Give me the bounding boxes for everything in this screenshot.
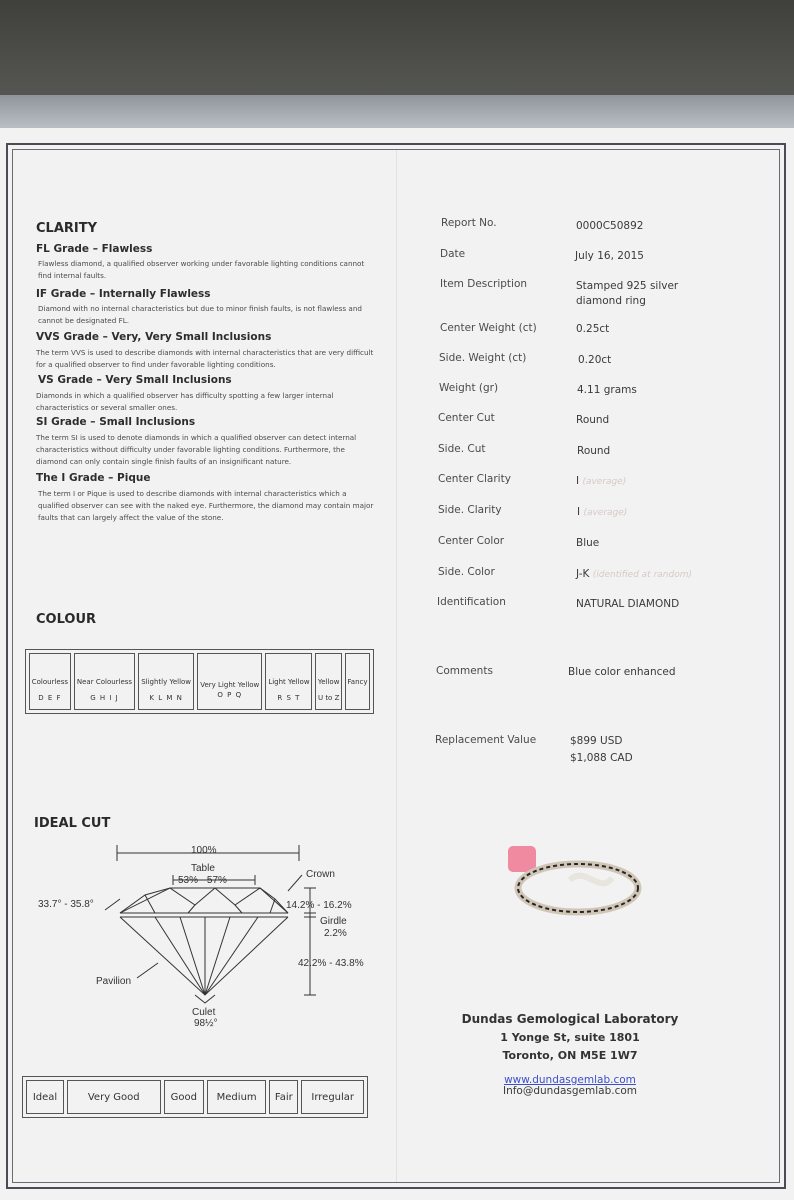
diagram-culet-value: 98½° <box>194 1018 218 1029</box>
colour-title: COLOUR <box>36 612 97 627</box>
center-fold <box>396 150 398 1182</box>
value-item-description: Stamped 925 silver <box>576 280 679 292</box>
diagram-girdle-value: 2.2% <box>324 928 347 939</box>
colour-name: Very Light Yellow <box>200 680 260 689</box>
colour-name: Fancy <box>347 677 368 686</box>
cut-grade: Ideal <box>26 1080 64 1114</box>
value-replacement-usd: $899 USD <box>570 735 623 747</box>
clarity-desc-if: Diamond with no internal characteristics but due to minor finish faults, is not flawless and cannot be designated FL. <box>38 304 362 325</box>
clarity-title: CLARITY <box>36 221 98 236</box>
label-center-color: Center Color <box>438 535 505 547</box>
clarity-grade-fl: FL Grade – Flawless <box>36 243 153 255</box>
value-report-no: 0000C50892 <box>576 220 644 232</box>
value-identification: NATURAL DIAMOND <box>576 598 680 610</box>
value-side-color-note: (identified at random) <box>592 570 692 580</box>
cut-grade: Very Good <box>67 1080 161 1114</box>
clarity-grade-si: SI Grade – Small Inclusions <box>36 416 196 428</box>
value-center-color: Blue <box>576 537 600 549</box>
diagram-crown-range: 14.2% - 16.2% <box>286 900 352 911</box>
label-center-cut: Center Cut <box>438 412 495 424</box>
clarity-desc-fl: Flawless diamond, a qualified observer working under favorable lighting conditions cannot find internal faults. <box>38 259 365 280</box>
diagram-table-label: Table <box>191 863 215 874</box>
cut-grade: Irregular <box>301 1080 364 1114</box>
label-side-weight: Side. Weight (ct) <box>439 352 527 364</box>
colour-scale-table <box>25 649 374 714</box>
label-center-weight: Center Weight (ct) <box>440 322 537 334</box>
diamond-diagram <box>20 835 390 1035</box>
colour-grades: U to Z <box>317 693 340 702</box>
colour-grades: K L M N <box>149 693 183 702</box>
colour-cell <box>265 653 312 710</box>
value-side-clarity-note: (average) <box>583 508 628 518</box>
cut-grade: Fair <box>269 1080 298 1114</box>
label-side-color: Side. Color <box>438 566 495 578</box>
label-side-cut: Side. Cut <box>438 443 486 455</box>
diagram-width: 100% <box>191 845 217 856</box>
colour-grades: R S T <box>277 693 301 702</box>
price-tag-image <box>508 846 536 872</box>
cut-grade: Medium <box>207 1080 266 1114</box>
colour-name: Slightly Yellow <box>141 677 192 686</box>
label-comments: Comments <box>436 665 493 677</box>
label-replacement-value: Replacement Value <box>435 734 537 746</box>
clarity-desc-i: The term I or Pique is used to describe diamonds with internal characteristics which a qualified observer can see with the naked eye. Furthermore, the diamond may contain major faults that can largely affect the value of the stone. <box>38 489 374 522</box>
value-weight-gr: 4.11 grams <box>577 384 637 396</box>
clarity-desc-vvs: The term VVS is used to describe diamonds with internal characteristics that are very difficult for a qualified observer to find under favorable lighting conditions. <box>36 348 374 369</box>
lab-name: Dundas Gemological Laboratory <box>461 1012 679 1026</box>
diagram-pavilion-range: 42.2% - 43.8% <box>298 958 364 969</box>
colour-cell <box>315 653 342 710</box>
cut-grade: Good <box>164 1080 205 1114</box>
label-report-no: Report No. <box>441 217 497 229</box>
label-date: Date <box>440 248 466 260</box>
label-item-description: Item Description <box>440 278 528 290</box>
diagram-pavilion: Pavilion <box>96 976 132 987</box>
value-replacement-cad: $1,088 CAD <box>570 752 633 764</box>
ring-crossover-image <box>570 876 612 884</box>
colour-name: Light Yellow <box>268 677 310 686</box>
lab-address-1: 1 Yonge St, suite 1801 <box>500 1031 640 1044</box>
colour-name: Colourless <box>31 677 69 686</box>
colour-grades: G H I J <box>90 693 119 702</box>
value-side-clarity <box>577 506 627 518</box>
diagram-culet: Culet <box>192 1007 216 1018</box>
label-weight-gr: Weight (gr) <box>439 382 499 394</box>
lab-website-link[interactable]: www.dundasgemlab.com <box>504 1074 636 1086</box>
colour-cell <box>345 653 370 710</box>
colour-cell <box>197 653 262 710</box>
lab-address-2: Toronto, ON M5E 1W7 <box>502 1049 638 1062</box>
value-center-clarity-grade: I <box>576 475 580 487</box>
clarity-desc-si: The term SI is used to denote diamonds in which a qualified observer can detect internal characteristics without difficulty under favorable lighting conditions. Furthermore, the diamond can only contain single finish faults of an insignificant nature. <box>36 433 357 466</box>
colour-grades: D E F <box>38 693 62 702</box>
value-center-weight: 0.25ct <box>576 323 610 335</box>
value-center-clarity <box>576 475 626 487</box>
lab-email: Info@dundasgemlab.com <box>502 1085 638 1097</box>
value-comments: Blue color enhanced <box>568 666 676 678</box>
value-center-cut: Round <box>576 414 610 426</box>
value-side-color <box>576 568 692 580</box>
value-side-cut: Round <box>577 445 611 457</box>
clarity-grade-if: IF Grade – Internally Flawless <box>36 288 211 300</box>
label-side-clarity: Side. Clarity <box>438 504 502 516</box>
colour-cell <box>29 653 71 710</box>
value-side-color-grade: J-K <box>576 568 590 580</box>
ideal-cut-title: IDEAL CUT <box>34 816 111 831</box>
label-center-clarity: Center Clarity <box>438 473 511 485</box>
clarity-grade-vs: VS Grade – Very Small Inclusions <box>38 374 232 386</box>
colour-grades: O P Q <box>217 690 243 699</box>
clarity-desc-vs: Diamonds in which a qualified observer has difficulty spotting a few larger internal characteristics or several smaller ones. <box>36 391 334 412</box>
diagram-table-range: 53% - 57% <box>178 875 227 886</box>
colour-name: Near Colourless <box>76 677 133 686</box>
diagram-crown: Crown <box>306 869 335 880</box>
ring-photo <box>500 840 650 920</box>
diagram-angle: 33.7° - 35.8° <box>38 899 94 910</box>
colour-name: Yellow <box>317 677 340 686</box>
clarity-grade-vvs: VVS Grade – Very, Very Small Inclusions <box>36 331 272 343</box>
value-side-clarity-grade: I <box>577 506 581 518</box>
value-side-weight: 0.20ct <box>578 354 612 366</box>
diagram-girdle-label: Girdle <box>320 916 347 927</box>
clarity-grade-i: The I Grade – Pique <box>36 472 151 484</box>
colour-cell <box>138 653 194 710</box>
value-date: July 16, 2015 <box>575 250 644 262</box>
cut-grade-table <box>22 1076 368 1118</box>
label-identification: Identification <box>437 596 506 608</box>
value-item-description-2: diamond ring <box>576 295 646 307</box>
value-center-clarity-note: (average) <box>582 477 627 487</box>
colour-cell <box>74 653 135 710</box>
